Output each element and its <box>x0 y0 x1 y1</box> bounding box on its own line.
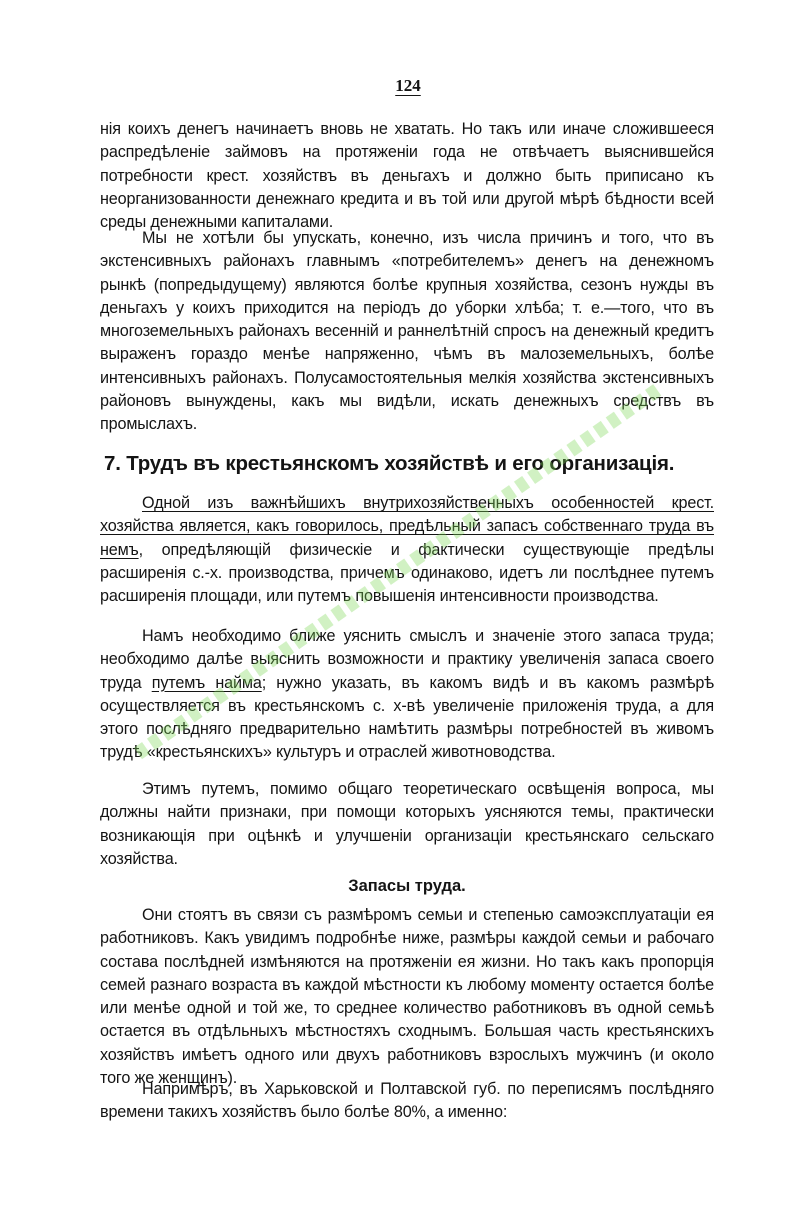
underlined-phrase: путемъ найма <box>151 673 262 692</box>
paragraph-text: ; нужно указать, въ какомъ видѣ и въ какомъ размѣрѣ осуществляется въ крестьянскомъ с. х-вѣ увеличеніе приложенія труда, а для этого послѣдняго предварительно намѣтить размѣры потребностей въ живомъ трудѣ «крестьянскихъ» культуръ и отраслей животноводства. <box>100 673 715 762</box>
subsection-heading: Запасы труда. <box>348 877 466 895</box>
section-paragraph-3 <box>100 778 714 871</box>
paragraph: Мы не хотѣли бы упускать, конечно, изъ числа причинъ и того, что въ экстенсивныхъ районахъ главнымъ «потребителемъ» денегъ на денежномъ рынкѣ (попредыдущему) являются болѣе крупныя хозяйства, сезонъ нужды въ деньгахъ у коихъ приходится на періодъ до уборки хлѣба; т. е.—того, что въ многоземельныхъ районахъ весенній и раннелѣтній спросъ на денежный кредитъ выраженъ гораздо менѣе напряженно, чѣмъ въ малоземельныхъ, болѣе интенсивныхъ районахъ. Полусамостоятельныя мелкія хозяйства экстенсивныхъ районовъ вынуждены, какъ мы видѣли, искать денежныхъ средствъ въ промыслахъ. <box>100 229 714 434</box>
section-heading: 7. Трудъ въ крестьянскомъ хозяйствѣ и его организація. <box>104 452 675 475</box>
paragraph-text: , опредѣляющій физическіе и фактически существующіе предѣлы расширенія с.-х. производства, причемъ одинаково, идетъ ли послѣднее путемъ расширенія площади, или путемъ повышенія интенсивности производства. <box>100 540 714 606</box>
section-paragraph-2 <box>100 625 714 765</box>
subsection-paragraph-2 <box>100 1078 714 1125</box>
paragraph <box>100 625 714 765</box>
paragraph: Этимъ путемъ, помимо общаго теоретическаго освѣщенія вопроса, мы должны найти признаки, при помощи которыхъ уясняются темы, практически возникающія при оцѣнкѣ и улучшеніи организаціи крестьянскаго сельскаго хозяйства. <box>100 780 714 868</box>
section-paragraph-1 <box>100 492 714 608</box>
paragraph-causes <box>100 227 714 437</box>
paragraph-continuation <box>100 118 714 234</box>
underlined-phrase: Одной изъ важнѣйшихъ внутрихозяйственныхъ особенностей крест. хозяйства является, какъ говорилось, предѣльный запасъ собственнаго труда въ немъ <box>100 494 714 559</box>
paragraph: нія коихъ денегъ начинаетъ вновь не хватать. Но такъ или иначе сложившееся распредѣленіе займовъ на протяженіи года не отвѣчаетъ выяснившейся потребности крест. хозяйствъ въ деньгахъ и должно быть приписано къ неорганизованности денежнаго кредита и въ той или другой мѣрѣ бѣдности всей среды денежными капиталами. <box>100 120 714 232</box>
paragraph: Напримѣръ, въ Харьковской и Полтавской губ. по переписямъ послѣдняго времени такихъ хозяйствъ было болѣе 80%, а именно: <box>100 1080 714 1122</box>
subsection-paragraph-1 <box>100 904 714 1090</box>
paragraph: Они стоятъ въ связи съ размѣромъ семьи и степенью самоэксплуатаціи ея работниковъ. Какъ увидимъ подробнѣе ниже, размѣры каждой семьи и рабочаго состава послѣдней измѣняются на протяженіи ея жизни. Но такъ какъ пропорція семей разнаго возраста въ каждой мѣстности къ любому моменту остается болѣе или менѣе одной и той же, то среднее количество работниковъ въ одной семьѣ остается въ отдѣльныхъ мѣстностяхъ сходнымъ. Большая часть крестьянскихъ хозяйствъ имѣетъ одного или двухъ работниковъ взрослыхъ мужчинъ (и около того же женщинъ). <box>100 906 714 1088</box>
page-number: 124 <box>395 76 421 95</box>
paragraph <box>100 492 714 608</box>
paragraph-text: Намъ необходимо ближе уяснить смыслъ и значеніе этого запаса труда; необходимо далѣе выяснить возможности и практику увеличенія запаса своего труда <box>100 627 714 692</box>
